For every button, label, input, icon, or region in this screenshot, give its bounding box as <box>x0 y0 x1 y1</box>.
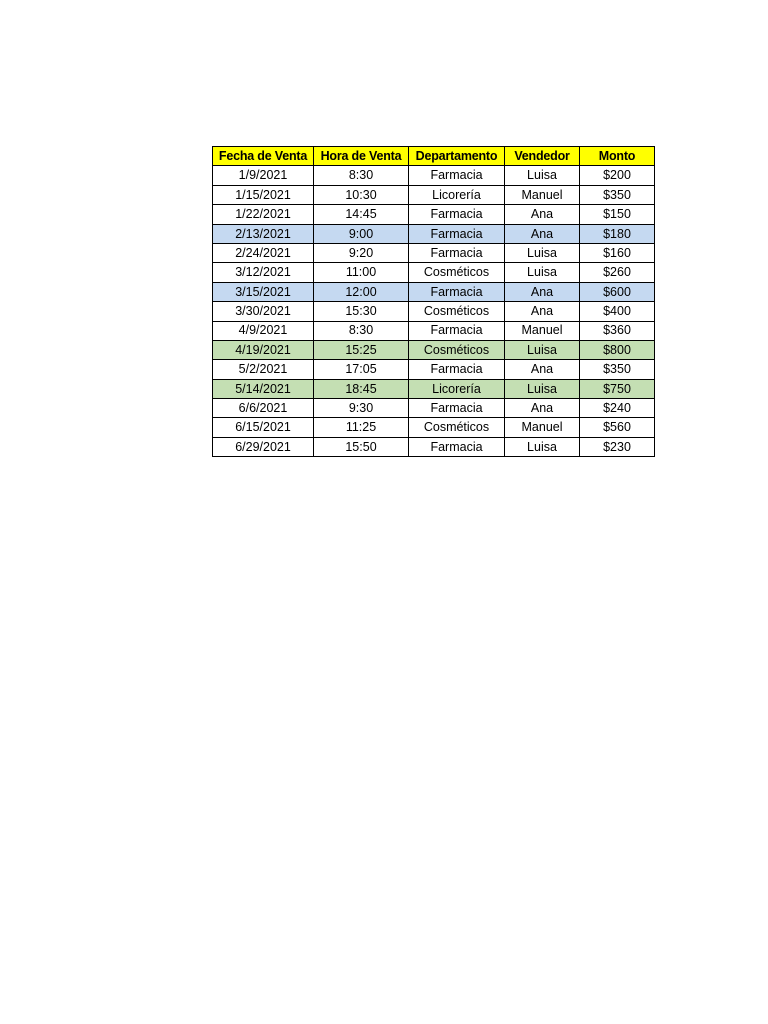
cell-vendedor: Luisa <box>505 166 580 185</box>
table-row <box>213 437 655 456</box>
cell-vendedor: Luisa <box>505 437 580 456</box>
table-row <box>213 399 655 418</box>
cell-departamento: Licorería <box>409 185 505 204</box>
cell-vendedor: Luisa <box>505 263 580 282</box>
cell-fecha: 3/15/2021 <box>213 282 314 301</box>
cell-fecha: 1/9/2021 <box>213 166 314 185</box>
table-row <box>213 340 655 359</box>
cell-monto: $400 <box>580 302 655 321</box>
cell-fecha: 4/9/2021 <box>213 321 314 340</box>
cell-departamento: Cosméticos <box>409 340 505 359</box>
cell-departamento: Farmacia <box>409 360 505 379</box>
header-monto: Monto <box>580 147 655 166</box>
cell-vendedor: Luisa <box>505 340 580 359</box>
cell-vendedor: Ana <box>505 360 580 379</box>
sales-table <box>212 146 655 457</box>
cell-departamento: Farmacia <box>409 282 505 301</box>
cell-vendedor: Ana <box>505 224 580 243</box>
cell-fecha: 6/6/2021 <box>213 399 314 418</box>
cell-departamento: Farmacia <box>409 437 505 456</box>
table-row <box>213 205 655 224</box>
cell-vendedor: Ana <box>505 205 580 224</box>
header-hora-de-venta: Hora de Venta <box>314 147 409 166</box>
cell-monto: $360 <box>580 321 655 340</box>
cell-hora: 15:50 <box>314 437 409 456</box>
cell-fecha: 2/13/2021 <box>213 224 314 243</box>
table-header <box>213 147 655 166</box>
cell-vendedor: Ana <box>505 399 580 418</box>
cell-departamento: Licorería <box>409 379 505 398</box>
table-row <box>213 224 655 243</box>
cell-vendedor: Ana <box>505 302 580 321</box>
cell-fecha: 3/12/2021 <box>213 263 314 282</box>
cell-departamento: Farmacia <box>409 205 505 224</box>
cell-fecha: 6/15/2021 <box>213 418 314 437</box>
table-body <box>213 166 655 457</box>
cell-fecha: 6/29/2021 <box>213 437 314 456</box>
cell-hora: 8:30 <box>314 321 409 340</box>
cell-monto: $150 <box>580 205 655 224</box>
cell-departamento: Cosméticos <box>409 418 505 437</box>
cell-hora: 14:45 <box>314 205 409 224</box>
cell-hora: 9:30 <box>314 399 409 418</box>
cell-fecha: 5/2/2021 <box>213 360 314 379</box>
cell-hora: 10:30 <box>314 185 409 204</box>
cell-monto: $600 <box>580 282 655 301</box>
table-row <box>213 282 655 301</box>
cell-departamento: Farmacia <box>409 399 505 418</box>
cell-fecha: 1/22/2021 <box>213 205 314 224</box>
cell-departamento: Cosméticos <box>409 263 505 282</box>
header-vendedor: Vendedor <box>505 147 580 166</box>
cell-vendedor: Ana <box>505 282 580 301</box>
cell-hora: 8:30 <box>314 166 409 185</box>
cell-departamento: Farmacia <box>409 224 505 243</box>
table-row <box>213 302 655 321</box>
table-row <box>213 243 655 262</box>
cell-vendedor: Luisa <box>505 243 580 262</box>
cell-monto: $350 <box>580 185 655 204</box>
cell-hora: 9:00 <box>314 224 409 243</box>
cell-hora: 17:05 <box>314 360 409 379</box>
cell-vendedor: Luisa <box>505 379 580 398</box>
cell-departamento: Farmacia <box>409 243 505 262</box>
cell-monto: $230 <box>580 437 655 456</box>
cell-vendedor: Manuel <box>505 418 580 437</box>
header-departamento: Departamento <box>409 147 505 166</box>
table-row <box>213 166 655 185</box>
table-row <box>213 360 655 379</box>
cell-monto: $800 <box>580 340 655 359</box>
cell-monto: $240 <box>580 399 655 418</box>
cell-departamento: Farmacia <box>409 166 505 185</box>
cell-monto: $750 <box>580 379 655 398</box>
table-row <box>213 418 655 437</box>
cell-hora: 15:25 <box>314 340 409 359</box>
cell-monto: $180 <box>580 224 655 243</box>
header-fecha-de-venta: Fecha de Venta <box>213 147 314 166</box>
cell-vendedor: Manuel <box>505 321 580 340</box>
cell-monto: $560 <box>580 418 655 437</box>
cell-hora: 18:45 <box>314 379 409 398</box>
cell-fecha: 3/30/2021 <box>213 302 314 321</box>
table-row <box>213 321 655 340</box>
cell-monto: $200 <box>580 166 655 185</box>
cell-hora: 9:20 <box>314 243 409 262</box>
cell-fecha: 1/15/2021 <box>213 185 314 204</box>
cell-vendedor: Manuel <box>505 185 580 204</box>
table-row <box>213 263 655 282</box>
header-row <box>213 147 655 166</box>
cell-hora: 12:00 <box>314 282 409 301</box>
cell-monto: $260 <box>580 263 655 282</box>
cell-departamento: Cosméticos <box>409 302 505 321</box>
cell-fecha: 4/19/2021 <box>213 340 314 359</box>
cell-departamento: Farmacia <box>409 321 505 340</box>
cell-fecha: 5/14/2021 <box>213 379 314 398</box>
cell-fecha: 2/24/2021 <box>213 243 314 262</box>
table-row <box>213 379 655 398</box>
cell-hora: 11:00 <box>314 263 409 282</box>
cell-monto: $350 <box>580 360 655 379</box>
table-row <box>213 185 655 204</box>
cell-hora: 15:30 <box>314 302 409 321</box>
cell-hora: 11:25 <box>314 418 409 437</box>
cell-monto: $160 <box>580 243 655 262</box>
